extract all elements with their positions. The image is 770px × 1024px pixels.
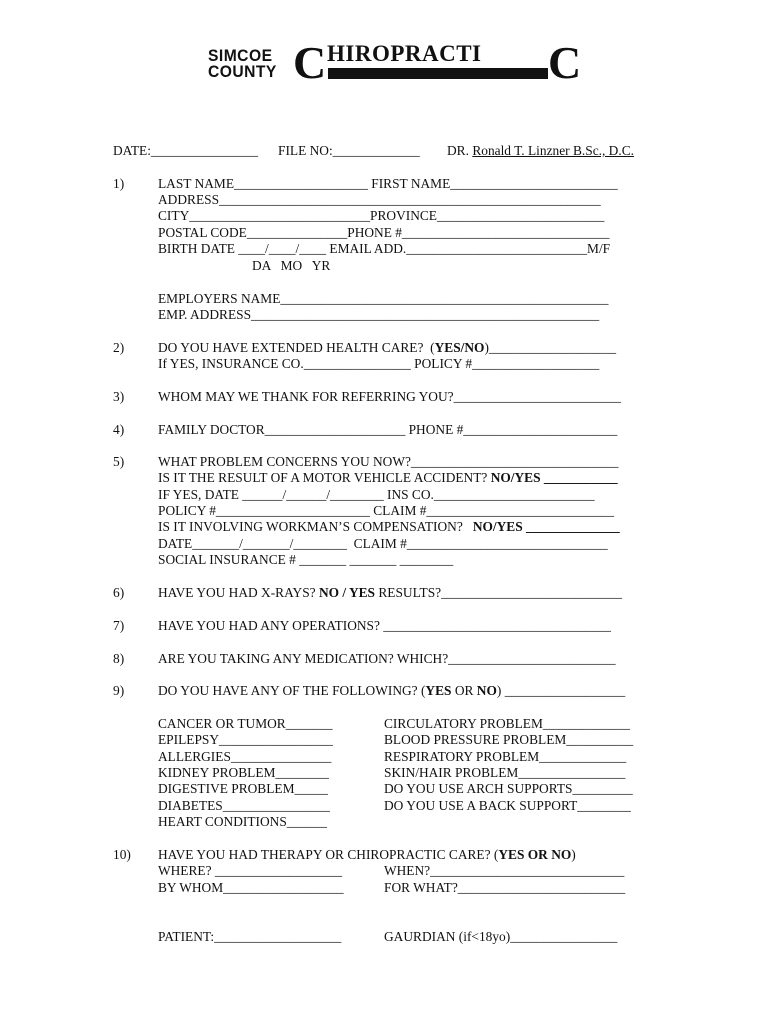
question-text: HAVE YOU HAD X-RAYS? (158, 585, 319, 600)
question-text: IS IT INVOLVING WORKMAN’S COMPENSATION? (158, 519, 473, 534)
condition-heart[interactable]: HEART CONDITIONS______ (158, 814, 327, 829)
condition-blood-pressure[interactable]: BLOOD PRESSURE PROBLEM__________ (384, 732, 634, 747)
xrays-question[interactable] (158, 585, 622, 601)
back-support-field[interactable]: DO YOU USE A BACK SUPPORT________ (384, 798, 631, 813)
birthdate-hint: DA MO YR (252, 258, 331, 273)
wcb-question[interactable] (158, 519, 620, 535)
section-number: 8) (113, 651, 125, 666)
answer-blank: ) __________________ (496, 683, 626, 698)
logo-big-c-right: C (548, 37, 582, 88)
referral-field[interactable]: WHOM MAY WE THANK FOR REFERRING YOU?_________________________ (158, 389, 621, 404)
section-number: 10) (113, 847, 131, 862)
condition-diabetes[interactable]: DIABETES________________ (158, 798, 330, 813)
family-doctor-field[interactable]: FAMILY DOCTOR_____________________ PHONE #_______________________ (158, 422, 618, 437)
condition-cancer[interactable]: CANCER OR TUMOR_______ (158, 716, 333, 731)
condition-digestive[interactable]: DIGESTIVE PROBLEM_____ (158, 781, 328, 796)
name-fields[interactable]: LAST NAME____________________ FIRST NAME_________________________ (158, 176, 618, 191)
conditions-question[interactable] (158, 683, 625, 699)
doctor-name: Ronald T. Linzner B.Sc., D.C. (472, 143, 634, 158)
doctor-line (447, 143, 634, 159)
no-option: NO (476, 683, 497, 698)
employer-name-field[interactable]: EMPLOYERS NAME_________________________________________________ (158, 291, 609, 306)
section-number: 2) (113, 340, 125, 355)
condition-skin-hair[interactable]: SKIN/HAIR PROBLEM________________ (384, 765, 626, 780)
insurance-policy-fields[interactable]: If YES, INSURANCE CO.________________ POLICY #___________________ (158, 356, 600, 371)
condition-respiratory[interactable]: RESPIRATORY PROBLEM_____________ (384, 749, 627, 764)
condition-kidney[interactable]: KIDNEY PROBLEM________ (158, 765, 329, 780)
therapy-by-whom-field[interactable]: BY WHOM__________________ (158, 880, 344, 895)
section-number: 5) (113, 454, 125, 469)
file-no-field[interactable]: FILE NO:_____________ (278, 143, 420, 158)
question-text: HAVE YOU HAD THERAPY OR CHIROPRACTIC CARE? ( (158, 847, 499, 862)
city-province-fields[interactable]: CITY___________________________PROVINCE_________________________ (158, 208, 605, 223)
logo-word: HIROPRACTI (327, 41, 482, 66)
question-text: DO YOU HAVE EXTENDED HEALTH CARE? ( (158, 340, 435, 355)
therapy-where-field[interactable]: WHERE? ___________________ (158, 863, 343, 878)
results-blank: RESULTS?___________________________ (375, 585, 622, 600)
question-text: IS IT THE RESULT OF A MOTOR VEHICLE ACCIDENT? (158, 470, 491, 485)
no-yes-option: NO/YES ___________ (490, 470, 618, 485)
birthdate-email-fields[interactable]: BIRTH DATE ____/____/____ EMAIL ADD.___________________________M/F (158, 241, 611, 256)
therapy-question[interactable] (158, 847, 576, 863)
arch-supports-field[interactable]: DO YOU USE ARCH SUPPORTS_________ (384, 781, 633, 796)
mva-question[interactable] (158, 470, 618, 486)
logo-county: COUNTY (208, 62, 277, 81)
answer-blank: )___________________ (484, 340, 617, 355)
closing-paren: ) (571, 847, 576, 862)
section-number: 7) (113, 618, 125, 633)
logo-simcoe: SIMCOE (208, 46, 273, 65)
yes-option: YES (425, 683, 452, 698)
section-number: 1) (113, 176, 125, 191)
social-insurance-field[interactable]: SOCIAL INSURANCE # _______ _______ ________ (158, 552, 454, 567)
condition-allergies[interactable]: ALLERGIES_______________ (158, 749, 332, 764)
doctor-prefix: DR. (447, 143, 469, 158)
condition-circulatory[interactable]: CIRCULATORY PROBLEM_____________ (384, 716, 630, 731)
section-number: 9) (113, 683, 125, 698)
extended-health-question[interactable] (158, 340, 616, 356)
condition-epilepsy[interactable]: EPILEPSY_________________ (158, 732, 333, 747)
or-text: OR (451, 683, 477, 698)
therapy-for-what-field[interactable]: FOR WHAT?_________________________ (384, 880, 626, 895)
medication-field[interactable]: ARE YOU TAKING ANY MEDICATION? WHICH?_________________________ (158, 651, 616, 666)
problem-field[interactable]: WHAT PROBLEM CONCERNS YOU NOW?_______________________________ (158, 454, 619, 469)
section-number: 6) (113, 585, 125, 600)
yes-no-option: YES/NO (434, 340, 485, 355)
no-yes-option: NO/YES ______________ (472, 519, 620, 534)
logo-bar (328, 68, 548, 79)
accident-date-ins-fields[interactable]: IF YES, DATE ______/______/________ INS CO.________________________ (158, 487, 595, 502)
yes-or-no-option: YES OR NO (498, 847, 572, 862)
no-yes-option: NO / YES (318, 585, 376, 600)
patient-signature-field[interactable]: PATIENT:___________________ (158, 929, 342, 944)
policy-claim-fields[interactable]: POLICY #_______________________ CLAIM #____________________________ (158, 503, 614, 518)
logo-big-c-left: C (293, 37, 327, 88)
guardian-signature-field[interactable]: GAURDIAN (if<18yo)________________ (384, 929, 618, 944)
postal-phone-fields[interactable]: POSTAL CODE_______________PHONE #_______________________________ (158, 225, 610, 240)
section-number: 3) (113, 389, 125, 404)
section-number: 4) (113, 422, 125, 437)
operations-field[interactable]: HAVE YOU HAD ANY OPERATIONS? __________________________________ (158, 618, 611, 633)
wcb-date-claim-fields[interactable]: DATE_______/_______/________ CLAIM #______________________________ (158, 536, 608, 551)
therapy-when-field[interactable]: WHEN?_____________________________ (384, 863, 625, 878)
address-field[interactable]: ADDRESS_________________________________________________________ (158, 192, 601, 207)
date-field[interactable]: DATE:________________ (113, 143, 259, 158)
question-text: DO YOU HAVE ANY OF THE FOLLOWING? ( (158, 683, 426, 698)
employer-address-field[interactable]: EMP. ADDRESS____________________________________________________ (158, 307, 600, 322)
